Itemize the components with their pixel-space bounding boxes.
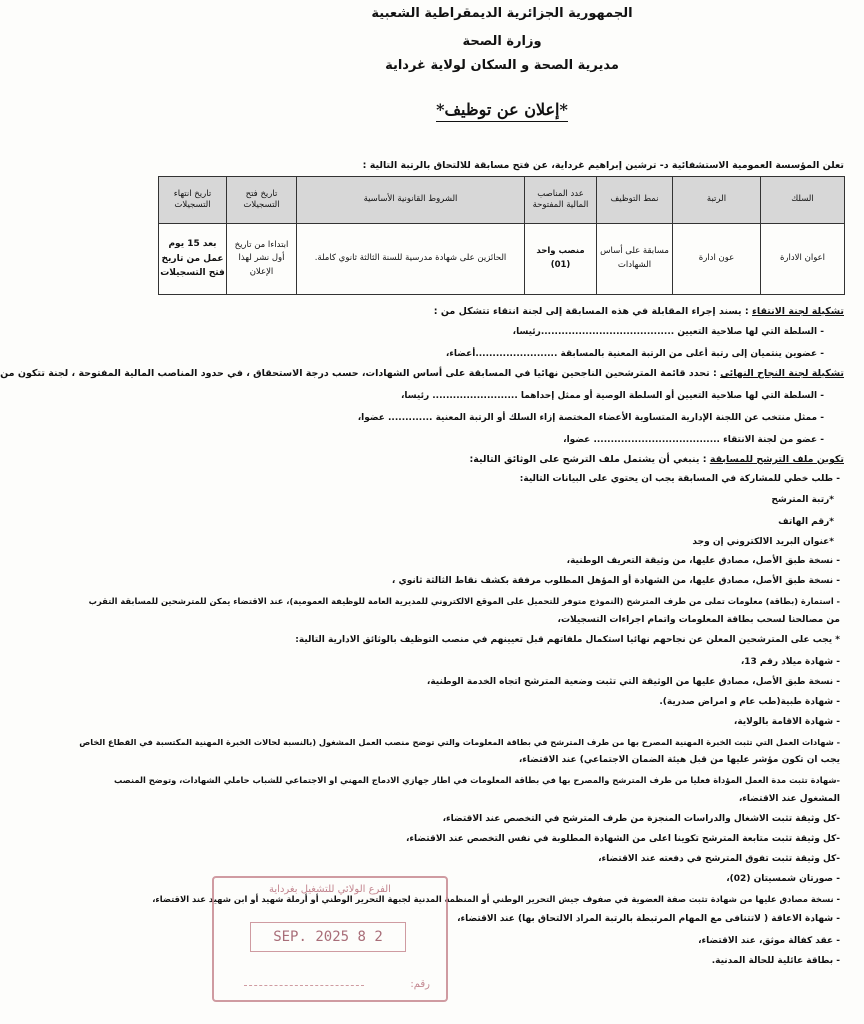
final-committee-item: - ممثل منتخب عن اللجنة الإدارية المتساوية الأعضاء المختصة إزاء السلك أو الرتبة المعنية ............. عضوا، [357, 413, 824, 423]
file-line: -كل وثيقة تثبت متابعة المترشح تكوينا اعلى من الشهادة المطلوبة في نفس التخصص عند الاقتضاء، [405, 834, 840, 844]
final-committee-item: - السلطة التي لها صلاحية التعيين أو السلطة الوصية أو ممثل إحداهما ......................... رئيسا، [400, 391, 824, 401]
file-line: -كل وثيقة تثبت الاشغال والدراسات المنجزة من طرف المترشح في التخصص عند الاقتضاء، [442, 814, 840, 824]
file-line: *عنوان البريد الالكتروني إن وجد [692, 537, 834, 547]
file-line: من مصالحنا لسحب بطاقة المعلومات واتمام اجراءات التسجيلات، [557, 615, 840, 625]
table-row [159, 224, 845, 295]
col-header-recruitment-mode: نمط التوظيف [597, 177, 673, 224]
selection-committee-item: - عضوين ينتميان إلى رتبة أعلى من الرتبة المعنية بالمسابقة ........................أعضاء، [445, 349, 824, 359]
cell-grade: عون ادارة [673, 224, 761, 295]
final-committee-heading [0, 368, 844, 379]
file-line: - طلب خطي للمشاركة في المسابقة يجب ان يحتوي على البيانات التالية: [519, 474, 840, 484]
file-line: - شهادة طبية(طب عام و امراض صدرية). [659, 697, 840, 707]
col-header-close-date: تاريخ انتهاء التسجيلات [159, 177, 227, 224]
republic-header: الجمهورية الجزائرية الديمقراطية الشعبية [371, 6, 633, 21]
file-line: * يجب على المترشحين المعلن عن نجاحهم نهائيا استكمال ملفاتهم قبل تعيينهم في منصب التوظيف بالوثائق الادارية التالية: [295, 635, 840, 645]
selection-committee-item: - السلطة التي لها صلاحية التعيين .......................................رئيسا، [512, 327, 824, 337]
col-header-corps: السلك [761, 177, 845, 224]
cell-conditions: الحائزين على شهادة مدرسية للسنة الثالثة ثانوي كاملة. [297, 224, 525, 295]
file-line: - شهادات العمل التي تثبت الخبرة المهنية المصرح بها من طرف المترشح في بطاقة المعلومات والتي توضح منصب العمل المشغول (بالنسبة لحالات الخبرة المهنية المكتسبة في القطاع الخاص [79, 737, 840, 747]
file-line: - نسخة مصادق عليها من شهادة تثبت صفة العضوية في صفوف جيش التحرير الوطني أو المنظمة المدنية لجبهة التحرير الوطني أو أرملة شهيد أو ابن شهيد عند الاقتضاء، [152, 894, 840, 904]
stamp-number-line [244, 985, 364, 986]
file-line: المشغول عند الاقتضاء، [738, 794, 840, 804]
file-title: تكوين ملف الترشح للمسابقة [709, 454, 844, 465]
cell-recruitment-mode: مسابقة على أساس الشهادات [597, 224, 673, 295]
file-line: يجب ان تكون مؤشر عليها من قبل هيئة الضمان الاجتماعي) عند الاقتضاء، [518, 755, 840, 765]
file-line: -شهادة تثبت مدة العمل المؤداة فعليا من طرف المترشح والمصرح بها في بطاقة المعلومات في اطار جهازي الادماج المهني او الاجتماعي للشباب حاملي الشهادات، وتوضح المنصب [114, 775, 840, 785]
file-line: - بطاقة عائلية للحالة المدنية. [711, 956, 840, 966]
stamp-number-label: رقم: [410, 979, 430, 990]
cell-corps: اعوان الادارة [761, 224, 845, 295]
intro-text: تعلن المؤسسة العمومية الاستشفائية د- ترشين إبراهيم غرداية، عن فتح مسابقة للالتحاق بالرتبة التالية : [362, 160, 844, 171]
file-heading [469, 454, 844, 465]
final-committee-intro: : تحدد قائمة المترشحين الناجحين نهائيا في المسابقة على أساس الشهادات، حسب درجة الاستحقاق ، في حدود المناصب المالية المفتوحة ، لجنة تتكون من [0, 368, 721, 379]
directorate-header: مديرية الصحة و السكان لولاية غرداية [385, 58, 619, 73]
posts-table [158, 176, 845, 295]
announcement-title: *إعلان عن توظيف* [436, 100, 568, 122]
file-line: - نسخة طبق الأصل، مصادق عليها، من وثيقة التعريف الوطنية، [566, 556, 840, 566]
col-header-conditions: الشروط القانونية الأساسية [297, 177, 525, 224]
stamp-office: الفرع الولائي للتشغيل بغرداية [269, 884, 391, 895]
selection-committee-heading [434, 306, 844, 317]
file-line: *رتبة المترشح [771, 495, 834, 505]
final-committee-item: - عضو من لجنة الانتقاء ..................................... عضوا، [563, 435, 824, 445]
file-line: - صورتان شمسيتان (02)، [726, 874, 840, 884]
cell-positions: منصب واحد (01) [525, 224, 597, 295]
ministry-header: وزارة الصحة [462, 34, 542, 49]
file-line: - استمارة (بطاقة) معلومات تملى من طرف المترشح (النموذج متوفر للتحميل على الموقع الالكتروني للمديرية العامة للوظيفة العمومية)، عند الاقتضاء يمكن للمترشحين للمسابقة التقرب [88, 596, 840, 606]
cell-open-date: ابتداءا من تاريخ أول نشر لهذا الإعلان [227, 224, 297, 295]
file-line: - نسخة طبق الأصل، مصادق عليها من الوثيقة التي تثبت وضعية المترشح اتجاه الخدمة الوطنية، [426, 677, 840, 687]
registration-stamp [212, 876, 448, 1002]
col-header-grade: الرتبة [673, 177, 761, 224]
file-line: - شهادة الاعاقة ( لاتتنافى مع المهام المرتبطة بالرتبة المراد الالتحاق بها) عند الاقتضاء، [457, 914, 840, 924]
final-committee-title: تشكيلة لجنة النجاح النهائي [720, 368, 844, 379]
col-header-open-date: تاريخ فتح التسجيلات [227, 177, 297, 224]
file-line: - شهادة الاقامة بالولاية، [733, 717, 840, 727]
file-line: - نسخة طبق الأصل، مصادق عليها، من الشهادة أو المؤهل المطلوب مرفقة بكشف نقاط الثالثة ثانوي ، [391, 576, 840, 586]
file-line: *رقم الهاتف [778, 517, 834, 527]
stamp-date: 2 8 SEP. 2025 [250, 922, 406, 952]
table-header-row [159, 177, 845, 224]
file-line: - شهادة ميلاد رقم 13، [740, 657, 840, 667]
file-line: - عقد كفالة موثق، عند الاقتضاء، [698, 936, 840, 946]
file-intro: : ينبغي أن يشتمل ملف الترشح على الوثائق التالية: [469, 454, 710, 465]
file-line: -كل وثيقة تثبت تفوق المترشح في دفعته عند الاقتضاء، [598, 854, 840, 864]
selection-committee-title: تشكيلة لجنة الانتقاء [752, 306, 844, 317]
announcement-title-wrap [140, 100, 864, 119]
selection-committee-intro: : يسند إجراء المقابلة في هذه المسابقة إلى لجنة انتقاء تتشكل من : [433, 306, 753, 317]
col-header-positions: عدد المناصب المالية المفتوحة [525, 177, 597, 224]
cell-close-date: بعد 15 يوم عمل من تاريخ فتح التسجيلات [159, 224, 227, 295]
